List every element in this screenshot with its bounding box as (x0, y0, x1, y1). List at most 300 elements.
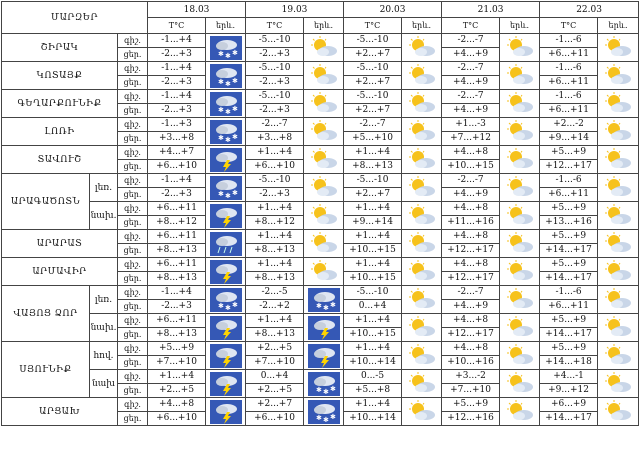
day-label: գիշ. (118, 202, 148, 216)
temp-day: +4...+7 (148, 146, 206, 160)
date-header: 18.03 (148, 2, 246, 18)
temp-night: +12...+16 (442, 412, 500, 426)
temp-night: +7...+10 (442, 384, 500, 398)
night-label: ցեր. (118, 356, 148, 370)
temp-day: +3...-2 (442, 370, 500, 384)
condition-col-header: երև. (500, 18, 540, 34)
temp-day: +5...+9 (540, 230, 598, 244)
condition-col-header: երև. (304, 18, 344, 34)
temp-night: -2...+3 (148, 48, 206, 62)
storm-dark-icon (206, 370, 246, 398)
temp-night: 0...+4 (344, 300, 402, 314)
storm-dark-icon (206, 398, 246, 426)
temp-night: +2...+7 (344, 104, 402, 118)
temp-day: -2...-7 (246, 118, 304, 132)
region-name: ՇԻՐԱԿ (2, 34, 118, 62)
table-row (2, 230, 639, 244)
temp-day: +4...+8 (442, 230, 500, 244)
svg-text:✱: ✱ (315, 413, 322, 422)
region-name: ԿՈՏԱՅՔ (2, 62, 118, 90)
sun-cloud-icon (402, 174, 442, 202)
svg-text:✱: ✱ (217, 189, 224, 198)
storm-dark-icon (206, 146, 246, 174)
temp-day: -1...+4 (148, 62, 206, 76)
temp-night: +8...+13 (148, 272, 206, 286)
temp-day: -5...-10 (246, 90, 304, 104)
sun-cloud-icon (500, 342, 540, 370)
date-header: 21.03 (442, 2, 540, 18)
snow-dark-icon (304, 398, 344, 426)
svg-text:✱: ✱ (322, 387, 329, 396)
temp-night: +4...+9 (442, 76, 500, 90)
temp-night: +13...+16 (540, 216, 598, 230)
temp-night: +12...+17 (442, 328, 500, 342)
temp-day: +5...+9 (540, 202, 598, 216)
day-label: գիշ. (118, 146, 148, 160)
temp-night: +12...+17 (540, 160, 598, 174)
temp-day: +5...+9 (540, 146, 598, 160)
temp-day: +6...+11 (148, 230, 206, 244)
svg-text:✱: ✱ (224, 191, 231, 200)
night-label: ցեր. (118, 104, 148, 118)
temp-night: +9...+12 (540, 384, 598, 398)
temp-day: -5...-10 (246, 34, 304, 48)
temp-day: +1...+4 (344, 146, 402, 160)
night-label: ցեր. (118, 132, 148, 146)
temp-day: +4...-1 (540, 370, 598, 384)
temp-day: -5...-10 (344, 62, 402, 76)
subregion-label: հով. (90, 342, 118, 370)
region-name: ԱՐԱԳԱԾՈՏՆ (2, 174, 90, 230)
condition-col-header: երև. (206, 18, 246, 34)
date-header: 20.03 (344, 2, 442, 18)
svg-text:✱: ✱ (224, 51, 231, 60)
sun-cloud-icon (598, 146, 639, 174)
night-label: ցեր. (118, 160, 148, 174)
sun-cloud-icon (500, 398, 540, 426)
temp-night: +6...+11 (540, 76, 598, 90)
temp-day: +4...+8 (442, 146, 500, 160)
temp-day: -1...+4 (148, 90, 206, 104)
sun-cloud-icon (598, 398, 639, 426)
temp-day: -5...-10 (344, 90, 402, 104)
sun-cloud-icon (598, 370, 639, 398)
rain-dark-icon (206, 230, 246, 258)
sun-cloud-icon (402, 118, 442, 146)
snow-dark-icon (206, 34, 246, 62)
regions-header: ՄԱՐԶԵՐ (2, 2, 148, 34)
day-label: գիշ. (118, 258, 148, 272)
svg-text:✱: ✱ (315, 301, 322, 310)
night-label: ցեր. (118, 272, 148, 286)
storm-dark-icon (206, 202, 246, 230)
temp-col-header: T°C (540, 18, 598, 34)
temp-night: +5...+10 (344, 132, 402, 146)
snow-dark-icon (206, 174, 246, 202)
temp-day: -5...-10 (344, 174, 402, 188)
day-label: գիշ. (118, 342, 148, 356)
temp-day: +6...+11 (148, 258, 206, 272)
temp-night: +10...+16 (442, 356, 500, 370)
temp-day: -2...-5 (246, 286, 304, 300)
temp-night: +7...+10 (246, 356, 304, 370)
temp-day: +1...+4 (246, 314, 304, 328)
temp-day: +5...+9 (540, 342, 598, 356)
sun-cloud-icon (500, 174, 540, 202)
table-row (2, 258, 639, 272)
sun-cloud-icon (500, 118, 540, 146)
temp-day: 0...-5 (344, 370, 402, 384)
svg-text:✱: ✱ (322, 415, 329, 424)
temp-day: +4...+8 (442, 202, 500, 216)
temp-day: +5...+9 (540, 314, 598, 328)
subregion-label: նախ. (90, 202, 118, 230)
temp-day: -5...-10 (344, 286, 402, 300)
sun-cloud-icon (304, 258, 344, 286)
sun-cloud-icon (402, 90, 442, 118)
sun-cloud-icon (598, 90, 639, 118)
temp-night: +6...+11 (540, 48, 598, 62)
day-label: գիշ. (118, 230, 148, 244)
region-name: ԱՐՑԱԽ (2, 398, 118, 426)
subregion-label: լեռ. (90, 286, 118, 314)
temp-day: +1...+4 (344, 314, 402, 328)
temp-day: -1...+4 (148, 174, 206, 188)
subregion-label: լեռ. (90, 174, 118, 202)
temp-night: +8...+13 (246, 272, 304, 286)
temp-day: -1...-6 (540, 286, 598, 300)
temp-night: +8...+12 (148, 216, 206, 230)
svg-text:✱: ✱ (231, 188, 238, 197)
temp-night: +9...+14 (344, 216, 402, 230)
night-label: ցեր. (118, 48, 148, 62)
temp-day: -1...+3 (148, 118, 206, 132)
svg-text:✱: ✱ (217, 133, 224, 142)
region-name: ՍՅՈՒՆԻՔ (2, 342, 90, 398)
sun-cloud-icon (598, 202, 639, 230)
table-row (2, 174, 639, 188)
temp-night: +6...+11 (540, 188, 598, 202)
temp-night: -2...+3 (148, 300, 206, 314)
temp-night: -2...+3 (246, 48, 304, 62)
night-label: ցեր. (118, 188, 148, 202)
temp-col-header: T°C (148, 18, 206, 34)
temp-col-header: T°C (344, 18, 402, 34)
temp-day: -5...-10 (344, 34, 402, 48)
sun-cloud-icon (598, 62, 639, 90)
sun-cloud-icon (304, 202, 344, 230)
temp-night: +10...+15 (344, 272, 402, 286)
snow-dark-icon (304, 286, 344, 314)
svg-text:✱: ✱ (231, 132, 238, 141)
temp-night: +6...+10 (148, 160, 206, 174)
sun-cloud-icon (500, 286, 540, 314)
temp-day: 0...+4 (246, 370, 304, 384)
temp-night: +6...+11 (540, 300, 598, 314)
temp-col-header: T°C (246, 18, 304, 34)
temp-night: +7...+10 (148, 356, 206, 370)
temp-day: -5...-10 (246, 62, 304, 76)
temp-night: +10...+15 (344, 328, 402, 342)
temp-col-header: T°C (442, 18, 500, 34)
temp-night: -2...+3 (246, 104, 304, 118)
sun-cloud-icon (598, 314, 639, 342)
temp-night: +9...+14 (540, 132, 598, 146)
day-label: գիշ. (118, 34, 148, 48)
table-row (2, 370, 639, 384)
temp-night: +7...+12 (442, 132, 500, 146)
table-row (2, 34, 639, 48)
temp-night: +14...+17 (540, 272, 598, 286)
svg-text:✱: ✱ (231, 76, 238, 85)
night-label: ցեր. (118, 300, 148, 314)
svg-text:✱: ✱ (231, 104, 238, 113)
sun-cloud-icon (500, 146, 540, 174)
region-name: ՎԱՅՈՑ ՁՈՐ (2, 286, 90, 342)
temp-night: +14...+17 (540, 412, 598, 426)
storm-dark-icon (206, 342, 246, 370)
temp-day: +6...+11 (148, 314, 206, 328)
sun-cloud-icon (598, 342, 639, 370)
temp-day: +4...+8 (442, 314, 500, 328)
temp-night: +10...+15 (344, 244, 402, 258)
temp-night: +12...+17 (442, 244, 500, 258)
temp-night: +10...+14 (344, 412, 402, 426)
temp-day: -1...+4 (148, 286, 206, 300)
temp-day: -1...-6 (540, 34, 598, 48)
svg-text:✱: ✱ (329, 300, 336, 309)
table-row (2, 90, 639, 104)
temp-day: -1...-6 (540, 174, 598, 188)
svg-text:✱: ✱ (329, 412, 336, 421)
temp-night: +8...+13 (246, 244, 304, 258)
temp-day: -2...-7 (442, 286, 500, 300)
table-row (2, 202, 639, 216)
temp-day: +1...-3 (442, 118, 500, 132)
night-label: ցեր. (118, 244, 148, 258)
temp-day: +5...+9 (540, 258, 598, 272)
temp-day: +6...+11 (148, 202, 206, 216)
temp-day: +2...-2 (540, 118, 598, 132)
svg-text:✱: ✱ (231, 48, 238, 57)
temp-day: +1...+4 (344, 342, 402, 356)
svg-text:✱: ✱ (322, 303, 329, 312)
temp-night: +11...+16 (442, 216, 500, 230)
temp-night: +8...+13 (148, 328, 206, 342)
sun-cloud-icon (598, 286, 639, 314)
date-header: 19.03 (246, 2, 344, 18)
sun-cloud-icon (402, 34, 442, 62)
sun-cloud-icon (304, 90, 344, 118)
sun-cloud-icon (304, 118, 344, 146)
night-label: ցեր. (118, 328, 148, 342)
temp-night: +14...+18 (540, 356, 598, 370)
region-name: ԱՐՄԱՎԻՐ (2, 258, 118, 286)
svg-text:✱: ✱ (224, 303, 231, 312)
svg-text:✱: ✱ (224, 107, 231, 116)
sun-cloud-icon (500, 202, 540, 230)
svg-text:✱: ✱ (217, 49, 224, 58)
temp-day: +2...+7 (246, 398, 304, 412)
temp-night: -2...+3 (148, 104, 206, 118)
sun-cloud-icon (598, 118, 639, 146)
temp-day: -2...-7 (442, 174, 500, 188)
storm-dark-icon (206, 258, 246, 286)
temp-day: +4...+8 (148, 398, 206, 412)
sun-cloud-icon (598, 34, 639, 62)
day-label: գիշ. (118, 398, 148, 412)
snow-dark-icon (206, 90, 246, 118)
region-name: ՏԱՎՈՒՇ (2, 146, 118, 174)
sun-cloud-icon (500, 370, 540, 398)
forecast-table (1, 1, 639, 426)
temp-night: +2...+5 (148, 384, 206, 398)
day-label: գիշ. (118, 118, 148, 132)
svg-text:✱: ✱ (224, 79, 231, 88)
temp-day: -2...-7 (344, 118, 402, 132)
temp-night: +6...+10 (246, 412, 304, 426)
temp-day: +1...+4 (344, 258, 402, 272)
temp-night: +8...+13 (344, 160, 402, 174)
day-label: գիշ. (118, 174, 148, 188)
temp-night: +3...+8 (148, 132, 206, 146)
temp-day: +1...+4 (344, 202, 402, 216)
svg-text:✱: ✱ (217, 301, 224, 310)
sun-cloud-icon (402, 314, 442, 342)
temp-night: +8...+12 (246, 216, 304, 230)
temp-day: -2...-7 (442, 62, 500, 76)
temp-night: -2...+3 (246, 188, 304, 202)
temp-night: +4...+9 (442, 104, 500, 118)
condition-col-header: երև. (402, 18, 442, 34)
temp-night: +5...+8 (344, 384, 402, 398)
sun-cloud-icon (402, 258, 442, 286)
temp-night: +14...+17 (540, 328, 598, 342)
temp-night: +4...+9 (442, 188, 500, 202)
subregion-label: նախ (90, 370, 118, 398)
snow-dark-icon (304, 370, 344, 398)
svg-text:✱: ✱ (224, 135, 231, 144)
sun-cloud-icon (402, 202, 442, 230)
temp-day: +1...+4 (246, 258, 304, 272)
temp-night: +2...+7 (344, 188, 402, 202)
snow-dark-icon (206, 118, 246, 146)
sun-cloud-icon (598, 258, 639, 286)
day-label: գիշ. (118, 314, 148, 328)
table-row (2, 62, 639, 76)
sun-cloud-icon (402, 342, 442, 370)
sun-cloud-icon (304, 62, 344, 90)
sun-cloud-icon (402, 230, 442, 258)
temp-day: -5...-10 (246, 174, 304, 188)
temp-day: +6...+9 (540, 398, 598, 412)
temp-night: +10...+14 (344, 356, 402, 370)
temp-night: +10...+15 (442, 160, 500, 174)
temp-day: -2...-7 (442, 90, 500, 104)
temp-night: +6...+11 (540, 104, 598, 118)
temp-day: +5...+9 (442, 398, 500, 412)
temp-night: +2...+7 (344, 76, 402, 90)
temp-night: +4...+9 (442, 48, 500, 62)
temp-day: +1...+4 (246, 202, 304, 216)
temp-night: +3...+8 (246, 132, 304, 146)
temp-day: +5...+9 (148, 342, 206, 356)
temp-night: -2...+2 (246, 300, 304, 314)
temp-night: +14...+17 (540, 244, 598, 258)
temp-night: +8...+13 (148, 244, 206, 258)
temp-day: +1...+4 (344, 230, 402, 244)
temp-night: +6...+10 (148, 412, 206, 426)
svg-text:✱: ✱ (329, 384, 336, 393)
temp-night: +2...+5 (246, 384, 304, 398)
temp-night: +2...+7 (344, 48, 402, 62)
table-row (2, 314, 639, 328)
sun-cloud-icon (500, 258, 540, 286)
sun-cloud-icon (500, 62, 540, 90)
night-label: ցեր. (118, 412, 148, 426)
temp-night: +4...+9 (442, 300, 500, 314)
day-label: գիշ. (118, 90, 148, 104)
sun-cloud-icon (500, 34, 540, 62)
temp-day: -1...+4 (148, 34, 206, 48)
storm-dark-icon (304, 314, 344, 342)
date-header: 22.03 (540, 2, 639, 18)
sun-cloud-icon (304, 146, 344, 174)
temp-day: +1...+4 (148, 370, 206, 384)
temp-day: +1...+4 (246, 146, 304, 160)
temp-day: +2...+5 (246, 342, 304, 356)
table-row (2, 398, 639, 412)
region-name: ԳԵՂԱՐՔՈՒՆԻՔ (2, 90, 118, 118)
cloud-sun-icon (304, 230, 344, 258)
subregion-label: նախ. (90, 314, 118, 342)
sun-cloud-icon (402, 62, 442, 90)
storm-dark-icon (206, 314, 246, 342)
night-label: ցեր. (118, 384, 148, 398)
snow-dark-icon (206, 62, 246, 90)
sun-cloud-icon (304, 34, 344, 62)
temp-night: +8...+13 (246, 328, 304, 342)
temp-day: -1...-6 (540, 90, 598, 104)
svg-text:✱: ✱ (315, 385, 322, 394)
region-name: ԼՈՌԻ (2, 118, 118, 146)
temp-day: -1...-6 (540, 62, 598, 76)
sun-cloud-icon (304, 174, 344, 202)
day-label: գիշ. (118, 370, 148, 384)
night-label: ցեր. (118, 216, 148, 230)
sun-cloud-icon (500, 230, 540, 258)
table-row (2, 342, 639, 356)
sun-cloud-icon (402, 286, 442, 314)
temp-night: +12...+17 (442, 272, 500, 286)
table-row (2, 118, 639, 132)
temp-day: +1...+4 (246, 230, 304, 244)
temp-day: -2...-7 (442, 34, 500, 48)
region-name: ԱՐԱՐԱՏ (2, 230, 118, 258)
sun-cloud-icon (500, 90, 540, 118)
storm-dark-icon (304, 342, 344, 370)
table-row (2, 286, 639, 300)
sun-cloud-icon (402, 398, 442, 426)
sun-cloud-icon (598, 230, 639, 258)
temp-day: +1...+4 (344, 398, 402, 412)
night-label: ցեր. (118, 76, 148, 90)
sun-cloud-icon (500, 314, 540, 342)
temp-day: +4...+8 (442, 258, 500, 272)
day-label: գիշ. (118, 62, 148, 76)
temp-night: +6...+10 (246, 160, 304, 174)
svg-text:✱: ✱ (231, 300, 238, 309)
